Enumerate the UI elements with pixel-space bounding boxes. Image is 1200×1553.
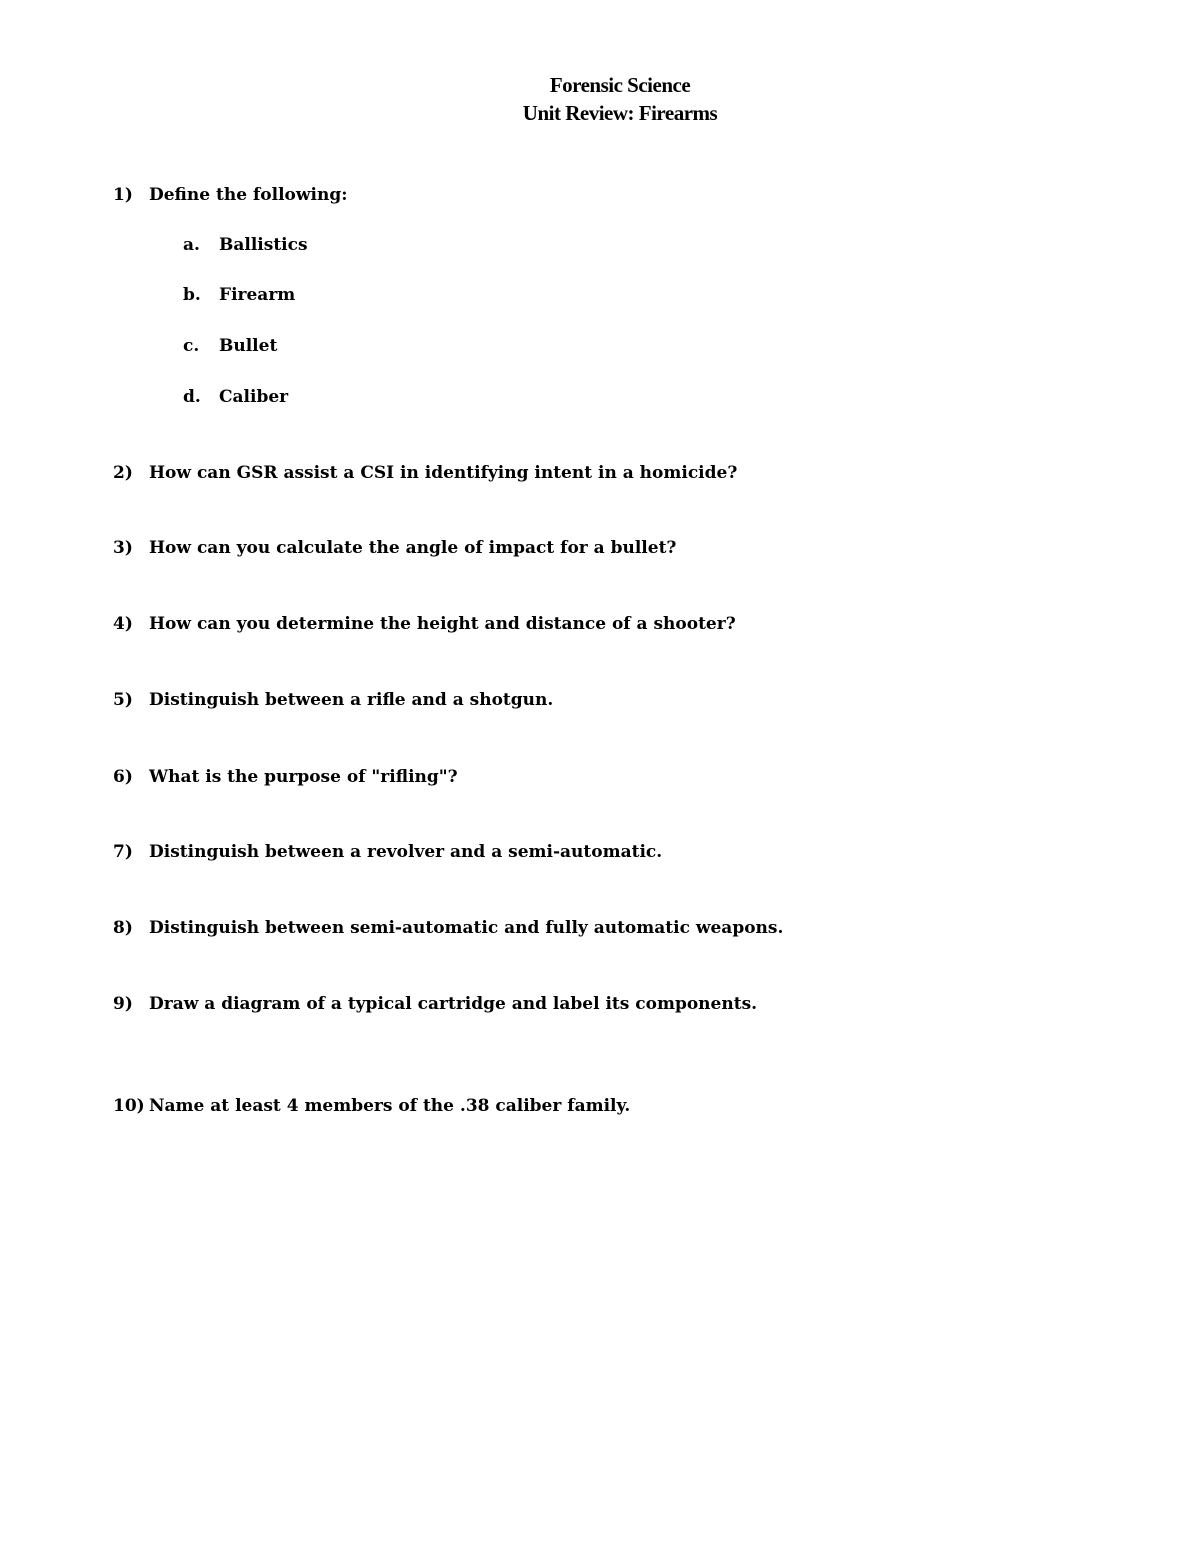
question-text: Name at least 4 members of the .38 caliber family. xyxy=(149,1096,631,1116)
question-2 xyxy=(113,461,737,485)
question-text: How can GSR assist a CSI in identifying intent in a homicide? xyxy=(149,463,738,483)
definition-term: Firearm xyxy=(219,285,296,305)
question-number: 6) xyxy=(113,767,133,787)
question-text: Distinguish between semi-automatic and fully automatic weapons. xyxy=(149,918,784,938)
definition-letter: a. xyxy=(183,235,200,255)
question-number: 2) xyxy=(113,463,133,483)
question-text: Distinguish between a rifle and a shotgun. xyxy=(149,690,554,710)
question-text: Define the following: xyxy=(149,185,348,205)
definition-letter: d. xyxy=(183,387,201,407)
question-7 xyxy=(113,840,662,864)
question-1 xyxy=(113,183,347,207)
question-number: 1) xyxy=(113,185,133,205)
definition-item-caliber xyxy=(183,385,288,409)
question-number: 7) xyxy=(113,842,133,862)
question-text: How can you calculate the angle of impact for a bullet? xyxy=(149,538,677,558)
question-number: 8) xyxy=(113,918,133,938)
question-text: What is the purpose of "rifling"? xyxy=(149,767,458,787)
question-3 xyxy=(113,536,676,560)
question-8 xyxy=(113,916,783,940)
definition-term: Bullet xyxy=(219,336,278,356)
question-4 xyxy=(113,612,736,636)
definition-term: Ballistics xyxy=(219,235,308,255)
definition-item-firearm xyxy=(183,283,295,307)
question-text: How can you determine the height and distance of a shooter? xyxy=(149,614,736,634)
question-number: 4) xyxy=(113,614,133,634)
definition-term: Caliber xyxy=(219,387,289,407)
question-6 xyxy=(113,765,458,789)
definition-item-bullet xyxy=(183,334,277,358)
question-number: 3) xyxy=(113,538,133,558)
definition-letter: b. xyxy=(183,285,201,305)
definition-letter: c. xyxy=(183,336,200,356)
definition-item-ballistics xyxy=(183,233,308,257)
document-title: Forensic Science xyxy=(549,73,691,97)
document-subtitle: Unit Review: Firearms xyxy=(522,101,718,125)
question-text: Distinguish between a revolver and a semi-automatic. xyxy=(149,842,663,862)
question-10 xyxy=(113,1094,630,1118)
question-number: 5) xyxy=(113,690,133,710)
question-number: 9) xyxy=(113,994,133,1014)
question-number: 10) xyxy=(113,1096,145,1116)
question-text: Draw a diagram of a typical cartridge and label its components. xyxy=(149,994,758,1014)
question-9 xyxy=(113,992,757,1016)
question-5 xyxy=(113,688,553,712)
